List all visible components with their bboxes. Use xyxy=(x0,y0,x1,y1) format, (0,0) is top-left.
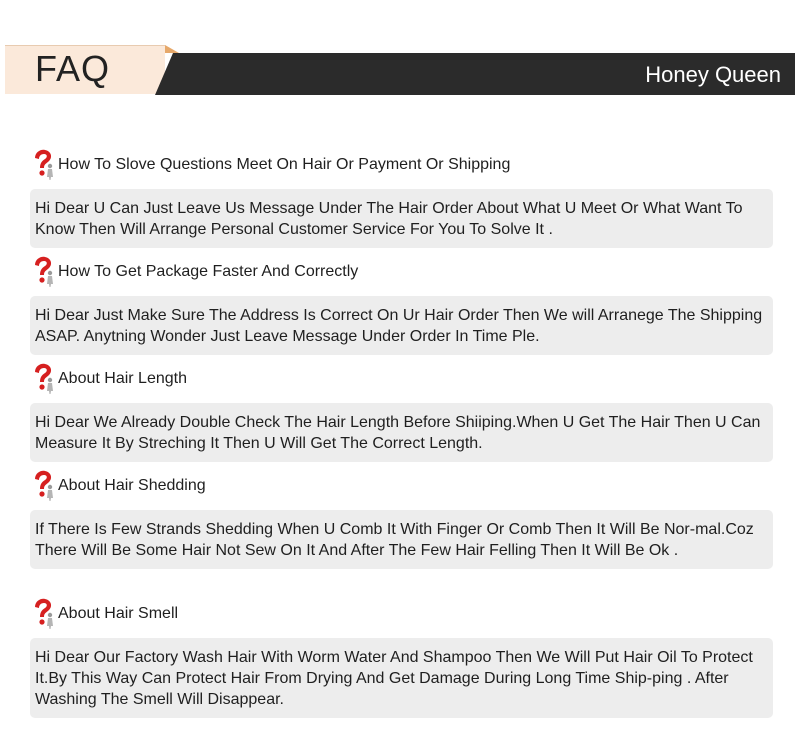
question-mark-figure-icon xyxy=(32,256,56,288)
question-mark-figure-icon xyxy=(32,363,56,395)
faq-banner xyxy=(5,45,795,95)
faq-question xyxy=(32,148,510,182)
faq-answer: Hi Dear U Can Just Leave Us Message Under The Hair Order About What U Meet Or What Want To Know Then Will Arrange Personal Customer Service For You To Solve It . xyxy=(30,189,773,248)
faq-question-text: How To Get Package Faster And Correctly xyxy=(58,263,359,280)
faq-answer: If There Is Few Strands Shedding When U Comb It With Finger Or Comb Then It Will Be Nor-mal.Coz There Will Be Some Hair Not Sew On It And After The Few Hair Felling Then It Will Be Ok . xyxy=(30,510,773,569)
banner-accent xyxy=(165,45,179,53)
faq-question-text: How To Slove Questions Meet On Hair Or Payment Or Shipping xyxy=(58,156,511,173)
brand-name: Honey Queen xyxy=(645,62,781,87)
faq-question xyxy=(32,255,358,289)
question-mark-figure-icon xyxy=(32,149,56,181)
page-title: FAQ xyxy=(35,48,111,89)
faq-question xyxy=(32,597,178,631)
faq-question-text: About Hair Smell xyxy=(58,605,179,622)
question-mark-figure-icon xyxy=(32,598,56,630)
faq-answer: Hi Dear Just Make Sure The Address Is Correct On Ur Hair Order Then We will Arranege The Shipping ASAP. Anytning Wonder Just Leave Message Under Order In Time Ple. xyxy=(30,296,773,355)
faq-question-text: About Hair Shedding xyxy=(58,477,206,494)
faq-answer: Hi Dear We Already Double Check The Hair Length Before Shiiping.When U Get The Hair Then U Can Measure It By Streching It Then U Will Get The Correct Length. xyxy=(30,403,773,462)
question-mark-figure-icon xyxy=(32,470,56,502)
faq-question xyxy=(32,469,206,503)
faq-question xyxy=(32,362,187,396)
faq-answer: Hi Dear Our Factory Wash Hair With Worm Water And Shampoo Then We Will Put Hair Oil To Protect It.By This Way Can Protect Hair From Drying And Get Damage During Long Time Ship-ping . After Washing The Smell Will Disappear. xyxy=(30,638,773,718)
faq-question-text: About Hair Length xyxy=(58,370,187,387)
